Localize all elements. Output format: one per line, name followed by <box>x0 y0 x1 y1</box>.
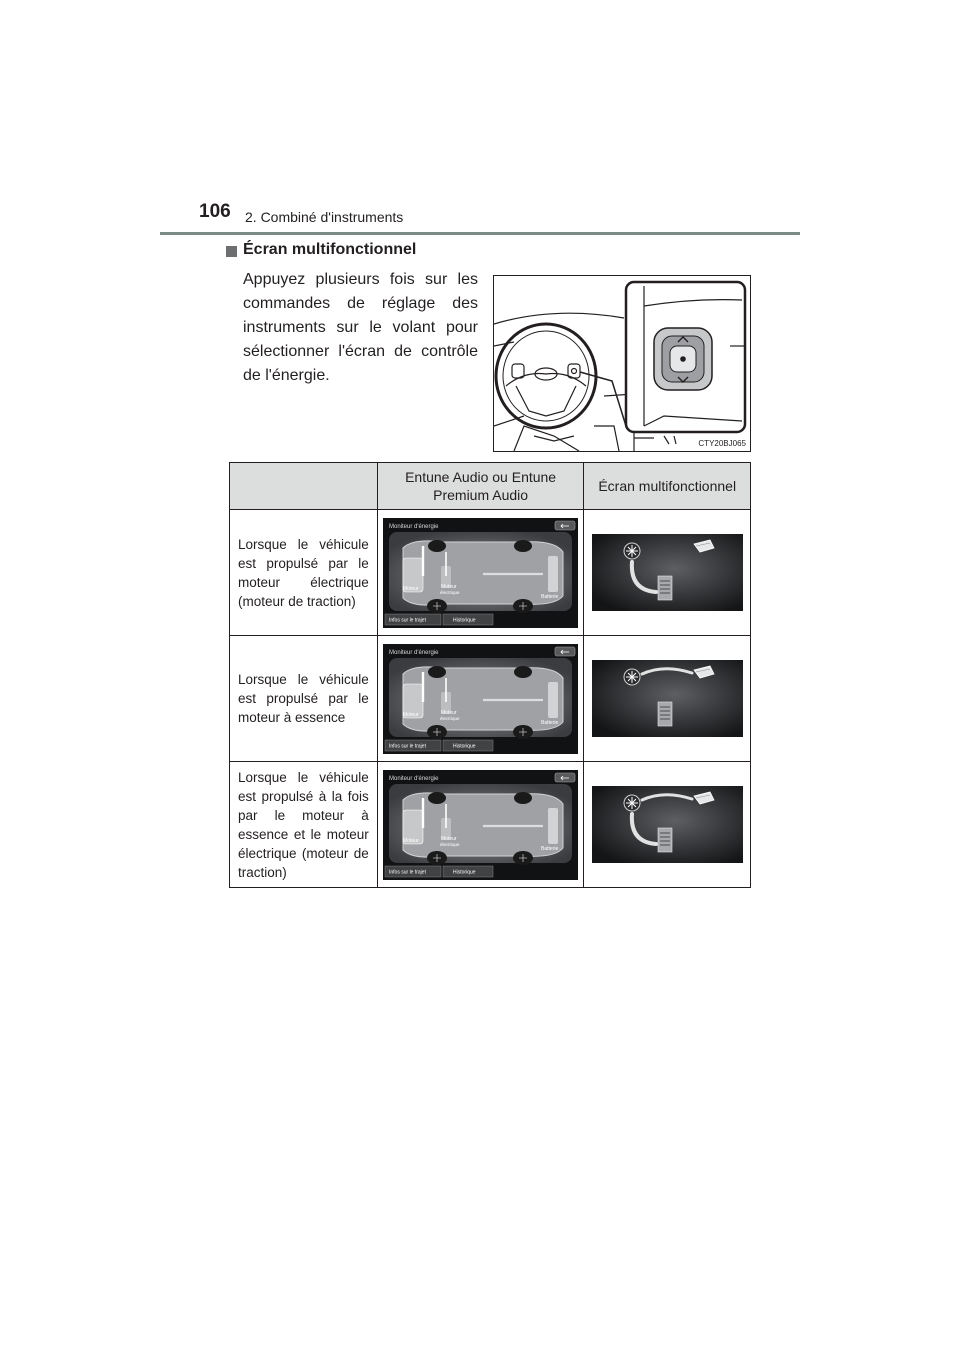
multi-information-display-screen <box>592 786 743 863</box>
header-cell-multi: Écran multifonctionnel <box>584 463 751 510</box>
entune-title: Moniteur d'énergie <box>389 775 439 782</box>
intro-line: de l'énergie. <box>243 367 330 384</box>
history-label: Historique <box>453 743 476 749</box>
chapter-title: 2. Combiné d'instruments <box>245 209 404 225</box>
motor-label-line2: électrique <box>440 589 460 595</box>
motor-label: Moteur <box>441 709 457 716</box>
section-title: Écran multifonctionnel <box>243 241 417 258</box>
back-button[interactable] <box>555 521 575 530</box>
motor-label-line2: électrique <box>440 841 460 847</box>
entune-cell <box>377 636 584 762</box>
wheel-icon <box>624 795 640 811</box>
intro-paragraph <box>243 268 478 388</box>
battery-icon <box>658 576 672 600</box>
row-label-cell <box>230 510 378 636</box>
motor-label-line2: électrique <box>440 715 460 721</box>
page-number: 106 <box>199 201 231 222</box>
table-row <box>230 510 751 636</box>
intro-line: commandes de réglage des <box>243 295 478 312</box>
entune-cell <box>377 762 584 888</box>
multi-display-cell <box>584 636 751 762</box>
section-bullet-icon <box>226 246 237 257</box>
intro-line: Appuyez plusieurs fois sur les <box>243 271 478 288</box>
energy-monitor-table <box>229 462 751 888</box>
engine-label: Moteur <box>403 711 419 718</box>
battery-icon <box>548 682 558 718</box>
battery-icon <box>658 702 672 726</box>
entune-title: Moniteur d'énergie <box>389 649 439 656</box>
row-label-cell <box>230 636 378 762</box>
row-label: Lorsque le véhicule est propulsé par le moteur à essence <box>238 672 369 725</box>
header-cell-entune: Entune Audio ou Entune Premium Audio <box>377 463 584 510</box>
engine-label: Moteur <box>403 585 419 592</box>
header-cell-empty <box>230 463 378 510</box>
wheel-icon <box>624 669 640 685</box>
row-label: Lorsque le véhicule est propulsé à la fois par le moteur à essence et le moteur électrique (moteur de traction) <box>238 769 369 880</box>
engine-label: Moteur <box>403 837 419 844</box>
battery-icon <box>548 556 558 592</box>
back-button[interactable] <box>555 647 575 656</box>
entune-cell <box>377 510 584 636</box>
table-header-row <box>230 463 751 510</box>
entune-energy-monitor-screen <box>383 644 578 754</box>
motor-label: Moteur <box>441 835 457 842</box>
wheel-icon <box>624 543 640 559</box>
battery-label: Batterie <box>541 719 559 726</box>
battery-icon <box>548 808 558 844</box>
steering-wheel-illustration <box>493 275 751 452</box>
entune-energy-monitor-screen <box>383 770 578 880</box>
battery-label: Batterie <box>541 845 559 852</box>
steering-wheel-drawing <box>494 276 750 451</box>
history-label: Historique <box>453 869 476 875</box>
intro-line: instruments sur le volant pour <box>243 319 478 336</box>
table-row <box>230 636 751 762</box>
battery-label: Batterie <box>541 593 559 600</box>
entune-title: Moniteur d'énergie <box>389 523 439 530</box>
trip-info-label: Infos sur le trajet <box>389 743 427 749</box>
header-rule <box>160 232 800 235</box>
multi-information-display-screen <box>592 534 743 611</box>
multi-information-display-screen <box>592 660 743 737</box>
back-button[interactable] <box>555 773 575 782</box>
row-label: Lorsque le véhicule est propulsé par le moteur électrique (moteur de traction) <box>238 536 369 609</box>
battery-icon <box>658 828 672 852</box>
entune-energy-monitor-screen <box>383 518 578 628</box>
trip-info-label: Infos sur le trajet <box>389 869 427 875</box>
multi-display-cell <box>584 510 751 636</box>
history-label: Historique <box>453 617 476 623</box>
table-row <box>230 762 751 888</box>
intro-line: sélectionner l'écran de contrôle <box>243 343 478 360</box>
illustration-code: CTY20BJ065 <box>698 439 746 448</box>
multi-display-cell <box>584 762 751 888</box>
motor-label: Moteur <box>441 583 457 590</box>
row-label-cell <box>230 762 378 888</box>
trip-info-label: Infos sur le trajet <box>389 617 427 623</box>
